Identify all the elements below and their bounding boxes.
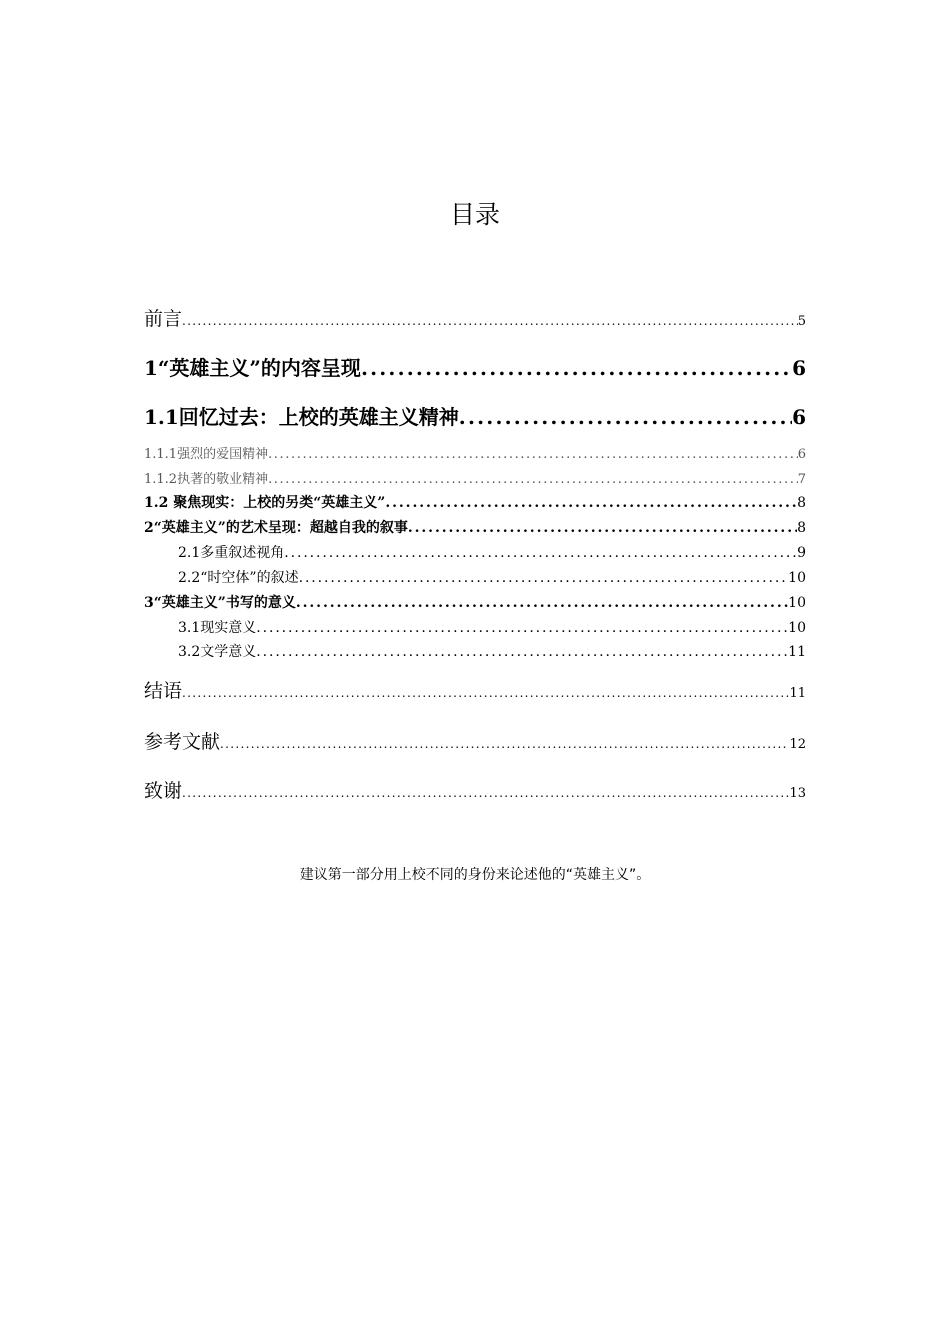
toc-leader-dots [361, 356, 792, 380]
toc-entry-title: 3.1现实意义 [178, 620, 257, 636]
toc-leader-dots [182, 314, 798, 328]
toc-entry-chapter-2[interactable] [144, 517, 806, 537]
toc-leader-dots [220, 737, 789, 751]
toc-entry-section-3-1[interactable] [144, 617, 806, 637]
toc-entry-section-1-1-1[interactable] [144, 443, 806, 462]
toc-entry-section-3-2[interactable] [144, 641, 806, 661]
advisor-note: 建议第一部分用上校不同的身份来论述他的“英雄主义”。 [299, 867, 651, 883]
toc-leader-dots [256, 620, 788, 636]
toc-entry-title: 2.1多重叙述视角 [178, 545, 285, 561]
toc-leader-dots [284, 545, 797, 561]
toc-entry-page: 7 [797, 472, 806, 487]
toc-entry-acknowledgements[interactable] [144, 776, 806, 803]
toc-leader-dots [299, 570, 789, 586]
toc-entry-section-2-1[interactable] [144, 542, 806, 562]
toc-entry-chapter-3[interactable] [144, 592, 806, 612]
toc-entry-title: 1.1.2执著的敬业精神 [144, 472, 269, 487]
toc-entry-title: 2.2“时空体”的叙述 [178, 570, 299, 586]
toc-leader-dots [182, 686, 789, 700]
toc-entry-section-1-1-2[interactable] [144, 468, 806, 487]
toc-entry-chapter-1[interactable] [144, 352, 806, 381]
toc-leader-dots [268, 472, 798, 487]
toc-entry-section-2-2[interactable] [144, 567, 806, 587]
toc-entry-page: 10 [788, 570, 806, 586]
toc-entry-preface[interactable] [144, 304, 806, 331]
toc-entry-title: 3.2文学意义 [178, 644, 257, 660]
toc-leader-dots [408, 520, 797, 536]
toc-entry-title: 1“英雄主义”的内容呈现 [144, 356, 361, 380]
toc-entry-title: 致谢 [144, 780, 183, 802]
toc-entry-page: 8 [797, 520, 806, 536]
toc-entry-page: 8 [797, 495, 806, 511]
toc-entry-title: 1.1回忆过去：上校的英雄主义精神 [144, 405, 459, 429]
toc-entry-page: 9 [797, 545, 806, 561]
toc-leader-dots [182, 786, 789, 800]
toc-leader-dots [256, 644, 788, 660]
toc-entry-section-1-1[interactable] [144, 401, 806, 430]
page-title: 目录 [449, 200, 500, 229]
toc-entry-conclusion[interactable] [144, 676, 806, 703]
toc-leader-dots [459, 405, 792, 429]
toc-entry-page: 13 [789, 786, 806, 801]
toc-entry-page: 11 [788, 644, 806, 660]
toc-entry-title: 3“英雄主义”书写的意义 [144, 595, 296, 611]
toc-leader-dots [296, 595, 788, 611]
toc-entry-page: 5 [797, 314, 806, 329]
toc-entry-title: 参考文献 [144, 731, 221, 753]
toc-entry-section-1-2[interactable] [144, 492, 806, 512]
toc-entry-page: 12 [789, 737, 806, 752]
toc-entry-page: 6 [797, 447, 806, 462]
toc-entry-page: 6 [792, 405, 806, 429]
toc-entry-title: 1.2 聚焦现实：上校的另类“英雄主义” [144, 495, 386, 511]
toc-entry-references[interactable] [144, 727, 806, 754]
toc-entry-title: 前言 [144, 308, 183, 330]
toc-entry-title: 结语 [144, 680, 183, 702]
toc-entry-page: 11 [789, 686, 806, 701]
toc-entry-page: 10 [788, 595, 806, 611]
toc-entry-page: 6 [792, 356, 806, 380]
toc-entry-title: 2“英雄主义”的艺术呈现：超越自我的叙事 [144, 520, 408, 536]
toc-leader-dots [268, 447, 798, 462]
toc-entry-page: 10 [788, 620, 806, 636]
toc-entry-title: 1.1.1强烈的爱国精神 [144, 447, 269, 462]
toc-leader-dots [385, 495, 797, 511]
